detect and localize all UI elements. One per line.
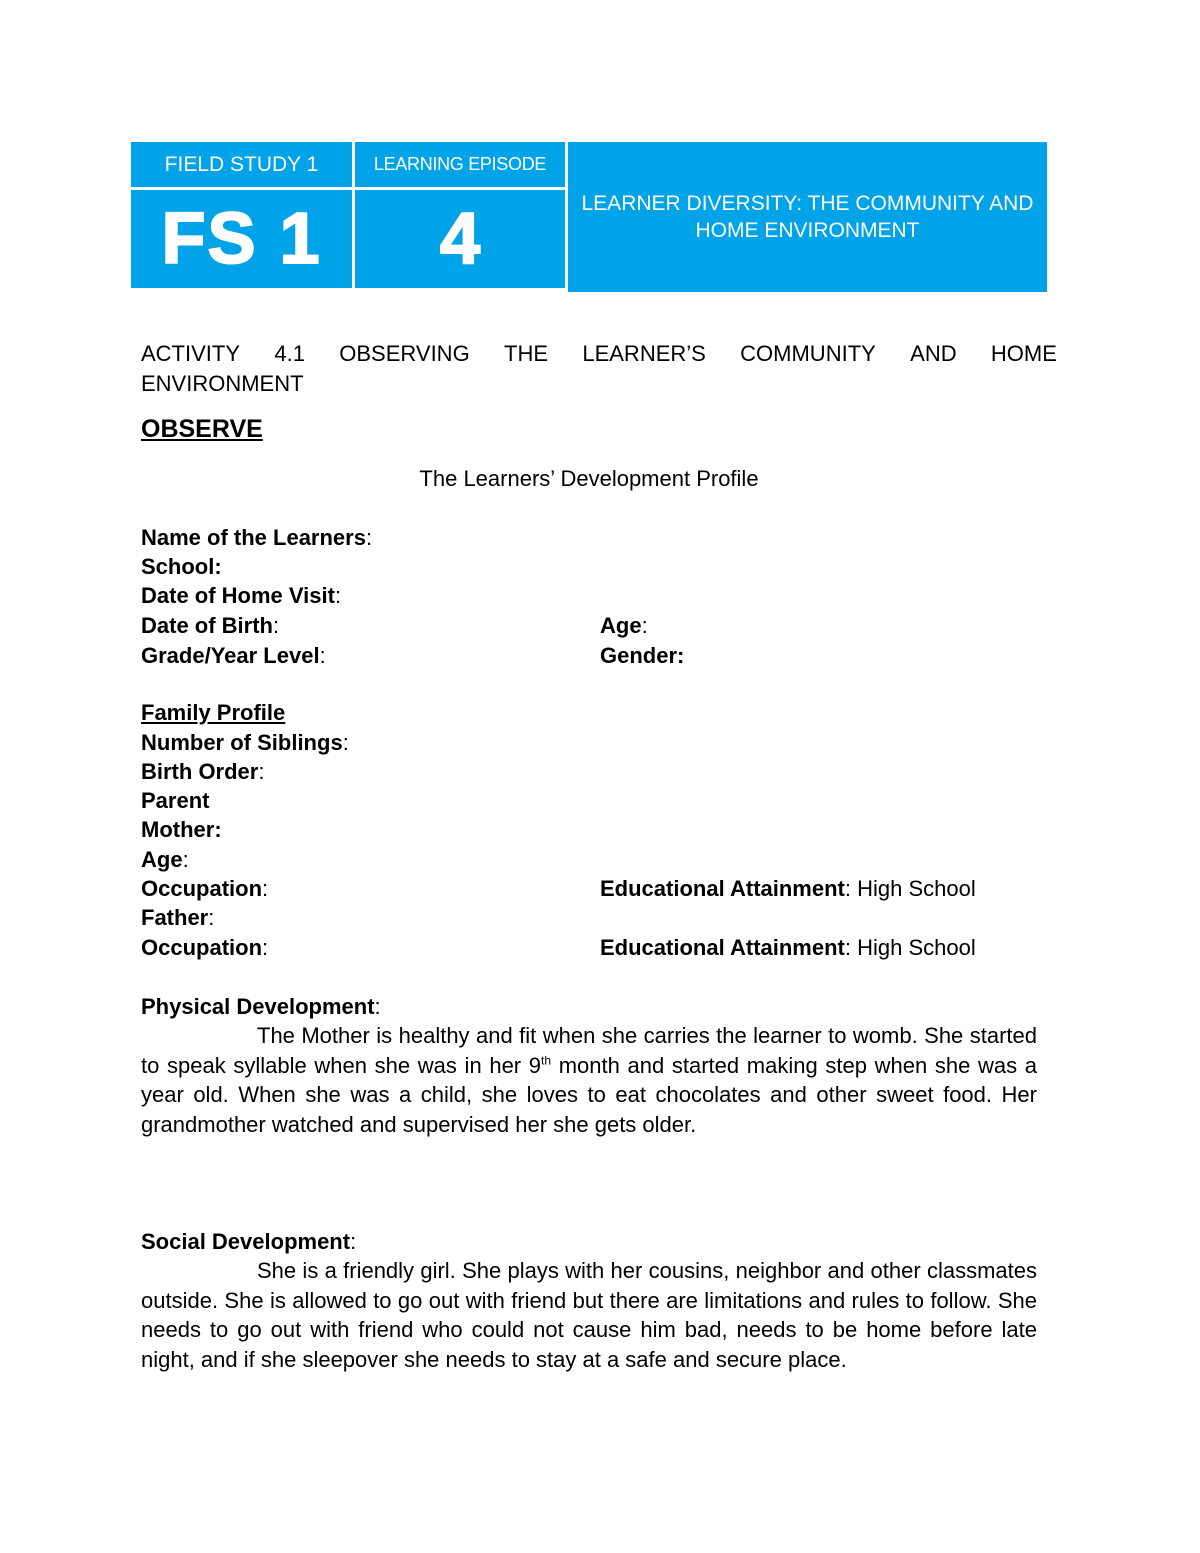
siblings-field [141,728,349,758]
name-label: Name of the Learners [141,525,366,550]
social-heading-label: Social Development [141,1229,351,1254]
observe-heading: OBSERVE [141,415,263,443]
father-label: Father [141,905,209,930]
father-education-value: High School [857,935,976,960]
colon: : [350,1229,357,1254]
age-field [600,611,648,641]
colon: : [319,643,326,668]
episode-banner [131,142,1047,292]
colon: : [182,847,189,872]
activity-title-word: OBSERVING [339,341,470,366]
physical-paragraph [141,1021,1037,1139]
mother-education-field [600,874,976,904]
mother-label: Mother: [141,817,222,842]
colon: : [374,994,381,1019]
field-study-label: FIELD STUDY 1 [131,142,352,187]
mother-age-field [141,845,189,875]
school-label: School: [141,554,222,579]
physical-text-sup: th [541,1053,552,1068]
social-heading [141,1227,356,1257]
activity-title [141,339,1057,398]
parent-label: Parent [141,788,210,813]
father-occupation-label: Occupation [141,935,263,960]
father-field [141,903,214,933]
fs-code: FS 1 [131,190,352,288]
episode-title: LEARNER DIVERSITY: THE COMMUNITY AND HOME ENVIRONMENT [568,142,1047,292]
colon: : [258,759,265,784]
activity-title-word: LEARNER’S [582,341,706,366]
birth-order-label: Birth Order [141,759,259,784]
activity-title-word: THE [504,341,549,366]
birth-field [141,611,279,641]
grade-field [141,641,326,671]
visit-label: Date of Home Visit [141,583,335,608]
name-field [141,523,372,553]
mother-education-label: Educational Attainment [600,876,845,901]
activity-title-line1 [141,339,1057,369]
activity-title-word: HOME [990,341,1057,366]
colon: : [208,905,215,930]
mother-occupation-label: Occupation [141,876,263,901]
mother-occupation-field [141,874,268,904]
father-occupation-field [141,933,268,963]
activity-title-word: COMMUNITY [740,341,876,366]
physical-text-a: The Mother is healthy and fit when she carries the learner to womb. She started to speak syllable when she was in her 9 [141,1023,1037,1078]
activity-title-line2: ENVIRONMENT [141,370,304,396]
age-label: Age [600,613,642,638]
colon: : [844,935,851,960]
social-paragraph: She is a friendly girl. She plays with her cousins, neighbor and other classmates outside. She is allowed to go out with friend but there are limitations and rules to follow. She needs to go out with friend who could not cause him bad, needs to be home before late night, and if she sleepover she needs to stay at a safe and secure place. [141,1258,1037,1372]
colon: : [844,876,851,901]
mother-age-label: Age [141,847,183,872]
episode-number: 4 [355,190,565,288]
activity-title-word: AND [910,341,957,366]
father-education-label: Educational Attainment [600,935,845,960]
colon: : [262,935,269,960]
siblings-label: Number of Siblings [141,730,343,755]
learning-episode-label: LEARNING EPISODE [355,142,565,187]
physical-heading-label: Physical Development [141,994,375,1019]
physical-heading [141,992,381,1022]
profile-title: The Learners’ Development Profile [419,466,759,491]
activity-title-word: ACTIVITY [141,341,241,366]
colon: : [273,613,280,638]
physical-text-b: month and started making step when she was a year old. When she was a child, she loves to eat chocolates and other sweet food. Her grandmother watched and supervised her she gets older. [141,1052,1037,1137]
mother-education-value: High School [857,876,976,901]
colon: : [262,876,269,901]
birth-label: Date of Birth [141,613,273,638]
gender-label: Gender: [600,643,685,668]
grade-label: Grade/Year Level [141,643,320,668]
colon: : [342,730,349,755]
visit-field [141,581,341,611]
birth-order-field [141,757,264,787]
father-education-field [600,933,976,963]
colon: : [365,525,373,550]
family-profile-heading: Family Profile [141,700,286,725]
colon: : [641,613,648,638]
activity-title-word: 4.1 [274,341,305,366]
colon: : [334,583,342,608]
